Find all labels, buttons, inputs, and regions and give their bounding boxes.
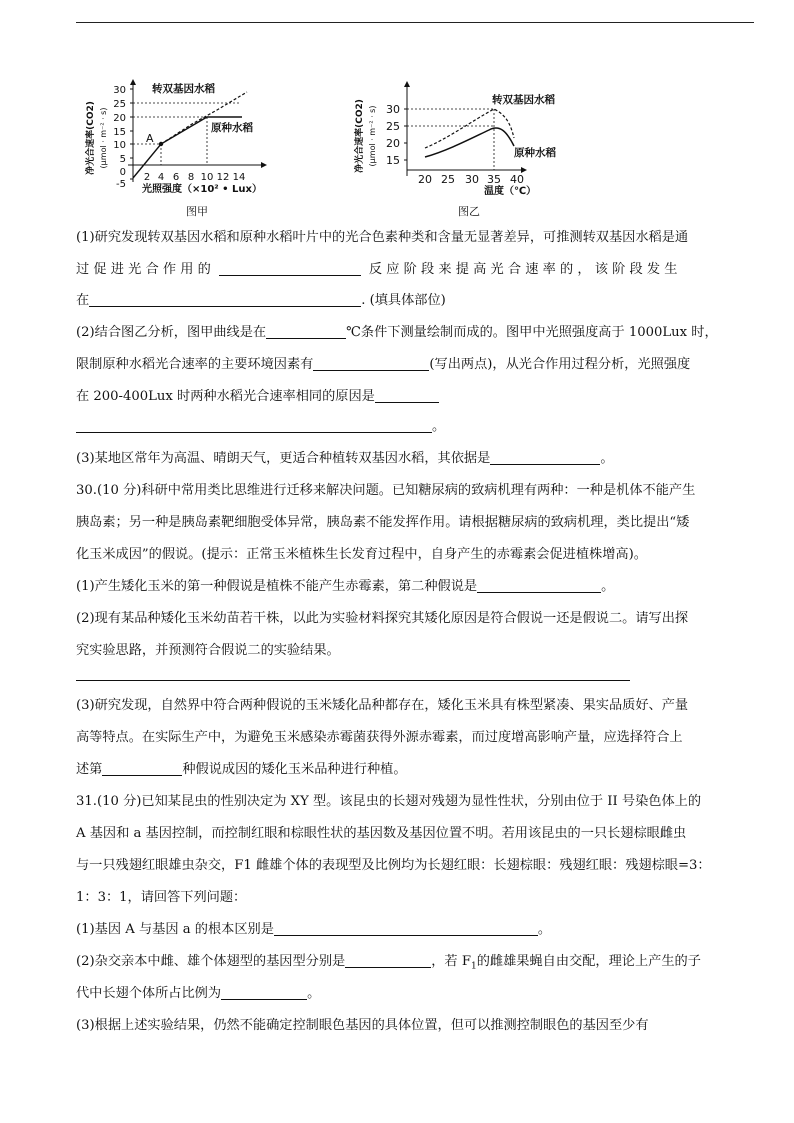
answer-blank[interactable] xyxy=(89,293,361,307)
fig-a-xtick: 12 xyxy=(216,172,230,183)
answer-blank[interactable] xyxy=(375,389,439,403)
answer-blank[interactable] xyxy=(313,357,429,371)
fig-a-ytick: 5 xyxy=(119,154,126,165)
fig-a-xtick: 2 xyxy=(143,172,151,183)
q30-p2-line1: (2)现有某品种矮化玉米幼苗若干株，以此为实验材料探究其矮化原因是符合假说一还是假说二。请写出探 xyxy=(76,611,689,626)
answer-blank[interactable] xyxy=(221,986,307,1000)
fig-a-xtick: 10 xyxy=(200,172,214,183)
fig-b-xtick: 40 xyxy=(510,173,524,186)
fig-b-ytick: 20 xyxy=(386,137,400,150)
fig-a-xtick: 8 xyxy=(187,172,195,183)
q29-p1-line3: 在 . (填具体部位) xyxy=(76,293,446,308)
q29-p1-line1: (1)研究发现转双基因水稻和原种水稻叶片中的光合色素种类和含量无显著差异，可推测转双基因水稻是通 xyxy=(76,230,689,245)
fig-a-yunit: (μmol · m⁻² · s) xyxy=(99,107,108,169)
fig-a-ytick: 30 xyxy=(113,85,126,96)
fig-b-label-bottom: 原种水稻 xyxy=(514,147,556,159)
fig-b-curve-original xyxy=(425,128,514,157)
q30-intro-line2: 胰岛素；另一种是胰岛素靶细胞受体异常，胰岛素不能发挥作用。请根据糖尿病的致病机理，类比提出“矮 xyxy=(76,515,690,530)
q31-intro-line4: 1：3：1，请回答下列问题： xyxy=(76,890,247,905)
fig-a-point-a xyxy=(159,142,163,146)
fig-a-xtick: 4 xyxy=(157,172,165,183)
fig-a-ytick: 25 xyxy=(113,99,126,110)
fig-b-label-top: 转双基因水稻 xyxy=(492,94,555,106)
fig-a-ytick: 10 xyxy=(113,140,126,151)
fig-b-ytick: 15 xyxy=(386,154,400,167)
fig-a-ytick: 0 xyxy=(119,167,126,178)
q29-p2-line4: 。 xyxy=(76,418,756,436)
q31-intro-line1: 31.(10 分)已知某昆虫的性别决定为 XY 型。该昆虫的长翅对残翅为显性性状，分别由位于 II 号染色体上的 xyxy=(76,794,702,809)
q31-p3-line1: (3)根据上述实验结果，仍然不能确定控制眼色基因的具体位置，但可以推测控制眼色的基因至少有 xyxy=(76,1018,649,1033)
fig-b-ylabel: 净光合速率(CO2) xyxy=(355,99,365,173)
q31-intro-line3: 与一只残翅红眼雄虫杂交，F1 雌雄个体的表现型及比例均为长翅红眼：长翅棕眼：残翅红眼：残翅棕眼=3： xyxy=(76,858,711,873)
fig-a-label-bottom: 原种水稻 xyxy=(211,122,253,134)
fig-a-xlabel: 光照强度（×10² • Lux） xyxy=(142,184,262,195)
fig-b-xtick: 20 xyxy=(418,173,432,186)
fig-b-caption: 图乙 xyxy=(458,205,480,218)
fig-a-caption: 图甲 xyxy=(186,205,208,218)
q31-p2-line1: (2)杂交亲本中雌、雄个体翅型的基因型分别是 ，若 $F_1$的雌雄果蝇自由交配，理论上产生的子 xyxy=(76,954,701,972)
q30-p1: (1)产生矮化玉米的第一种假说是植株不能产生赤霉素，第二种假说是 。 xyxy=(76,579,615,594)
figure-b xyxy=(352,76,592,198)
fig-a-ytick: -5 xyxy=(116,179,126,190)
fig-b-xtick: 35 xyxy=(487,173,501,186)
q30-p3-line3: 述第 种假说成因的矮化玉米品种进行种植。 xyxy=(76,762,407,777)
fig-a-xtick: 6 xyxy=(172,172,180,183)
fig-b-xtick: 30 xyxy=(465,173,479,186)
q30-p3-line1: (3)研究发现，自然界中符合两种假说的玉米矮化品种都存在，矮化玉米具有株型紧凑、果实品质好、产量 xyxy=(76,698,689,713)
answer-blank[interactable] xyxy=(490,451,600,465)
fig-b-xlabel: 温度（℃） xyxy=(484,186,537,197)
q29-p3: (3)某地区常年为高温、晴朗天气，更适合种植转双基因水稻，其依据是 。 xyxy=(76,451,614,466)
answer-line[interactable] xyxy=(76,680,630,681)
answer-blank[interactable] xyxy=(345,954,431,968)
fig-a-label-top: 转双基因水稻 xyxy=(152,83,215,95)
answer-blank[interactable] xyxy=(477,579,601,593)
fig-b-xtick: 25 xyxy=(441,173,455,186)
answer-blank[interactable] xyxy=(274,922,538,936)
answer-blank[interactable] xyxy=(266,325,346,339)
q30-p3-line2: 高等特点。在实际生产中，为避免玉米感染赤霉菌获得外源赤霉素，而过度增高影响产量，应选择符合上 xyxy=(76,730,683,745)
fig-b-ytick: 25 xyxy=(386,120,400,133)
fig-b-ytick: 30 xyxy=(386,103,400,116)
q30-intro-line3: 化玉米成因”的假说。(提示：正常玉米植株生长发育过程中，自身产生的赤霉素会促进植株增高)。 xyxy=(76,547,647,562)
q31-p2-line2: 代中长翅个体所占比例为 。 xyxy=(76,986,321,1001)
fig-a-point-label: A xyxy=(146,132,154,145)
q30-intro-line1: 30.(10 分)科研中常用类比思维进行迁移来解决问题。已知糖尿病的致病机理有两种：一种是机体不能产生 xyxy=(76,483,696,498)
answer-blank[interactable] xyxy=(102,762,182,776)
q29-p2-line3: 在 200-400Lux 时两种水稻光合速率相同的原因是 xyxy=(76,388,756,406)
answer-blank[interactable] xyxy=(76,419,432,433)
header-rule xyxy=(76,22,754,23)
q29-p1-line2: 过 促 进 光 合 作 用 的 反 应 阶 段 来 提 高 光 合 速 率 的 ， 该 阶 段 发 生 xyxy=(76,262,678,277)
fig-b-yunit: (μmol · m⁻² · s) xyxy=(368,105,377,167)
fig-a-ytick: 20 xyxy=(113,113,126,124)
q29-p2-line2: 限制原种水稻光合速率的主要环境因素有 (写出两点)，从光合作用过程分析，光照强度 xyxy=(76,357,691,372)
q31-intro-line2: A 基因和 a 基因控制，而控制红眼和棕眼性状的基因数及基因位置不明。若用该昆虫的一只长翅棕眼雌虫 xyxy=(76,826,687,841)
q31-p1: (1)基因 A 与基因 a 的根本区别是 。 xyxy=(76,922,552,937)
answer-blank[interactable] xyxy=(219,262,361,276)
q30-p2-line2: 究实验思路，并预测符合假说二的实验结果。 xyxy=(76,643,340,658)
fig-a-ylabel: 净光合速率(CO2) xyxy=(86,101,96,175)
fig-a-xtick: 14 xyxy=(232,172,246,183)
q29-p2-line1: (2)结合图乙分析，图甲曲线是在 ℃条件下测量绘制而成的。图甲中光照强度高于 1000Lux 时， xyxy=(76,325,718,340)
fig-a-ytick: 15 xyxy=(113,127,126,138)
figure-a xyxy=(82,76,302,198)
